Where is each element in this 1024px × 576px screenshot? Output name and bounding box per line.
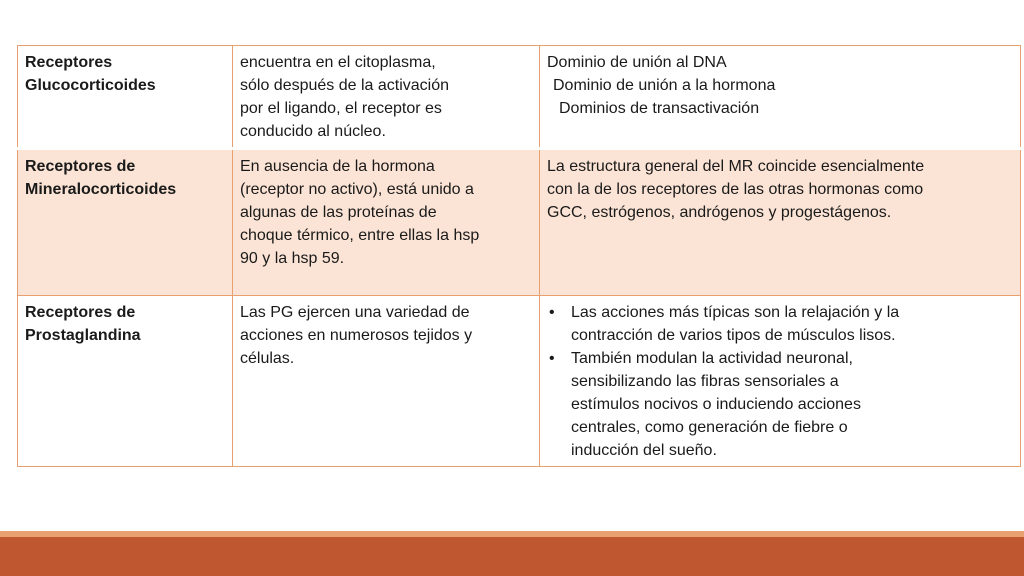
detail-line: Dominio de unión al DNA [547,54,727,71]
description-cell [233,46,540,149]
row-header-line: Glucocorticoides [25,77,156,94]
description-line: (receptor no activo), está unido a [240,181,474,198]
bullet-marker: • [549,350,555,367]
description-line: 90 y la hsp 59. [240,250,345,267]
description-line: por el ligando, el receptor es [240,100,442,117]
description-line: algunas de las proteínas de [240,204,437,221]
row-header-cell [18,149,233,296]
footer-band [0,537,1024,576]
row-header-cell [18,296,233,467]
description-cell [233,296,540,467]
bullet-line: También modulan la actividad neuronal, [571,350,853,367]
detail-cell [540,46,1021,149]
description-line: células. [240,350,295,367]
row-header-cell [18,46,233,149]
table-row-mineralocorticoides [18,149,1021,296]
detail-line: GCC, estrógenos, andrógenos y progestágenos. [547,204,892,221]
description-line: En ausencia de la hormona [240,158,435,175]
description-line: Las PG ejercen una variedad de [240,304,470,321]
bullet-line: contracción de varios tipos de músculos lisos. [571,327,896,344]
description-line: conducido al núcleo. [240,123,386,140]
row-header-line: Receptores de [25,304,136,321]
description-cell [233,149,540,296]
detail-line: con la de los receptores de las otras hormonas como [547,181,924,198]
bullet-line: inducción del sueño. [571,442,717,459]
description-line: encuentra en el citoplasma, [240,54,436,71]
detail-cell [540,149,1021,296]
receptors-table [17,45,1021,467]
row-header-line: Receptores [25,54,113,71]
row-header-line: Mineralocorticoides [25,181,177,198]
description-line: sólo después de la activación [240,77,450,94]
bullet-line: centrales, como generación de fiebre o [571,419,848,436]
bullet-line: sensibilizando las fibras sensoriales a [571,373,839,390]
description-line: choque térmico, entre ellas la hsp [240,227,480,244]
detail-cell [540,296,1021,467]
table-row-prostaglandina [18,296,1021,467]
table-row-glucocorticoides [18,46,1021,149]
bullet-list [547,301,1013,462]
detail-line: La estructura general del MR coincide esencialmente [547,158,925,175]
bullet-item [547,347,1013,462]
detail-line: Dominio de unión a la hormona [553,77,776,94]
bullet-line: estímulos nocivos o induciendo acciones [571,396,861,413]
bullet-marker: • [549,304,555,321]
row-header-line: Receptores de [25,158,136,175]
description-line: acciones en numerosos tejidos y [240,327,473,344]
bullet-item [547,301,1013,347]
detail-line: Dominios de transactivación [559,100,760,117]
bullet-line: Las acciones más típicas son la relajación y la [571,304,900,321]
row-header-line: Prostaglandina [25,327,141,344]
